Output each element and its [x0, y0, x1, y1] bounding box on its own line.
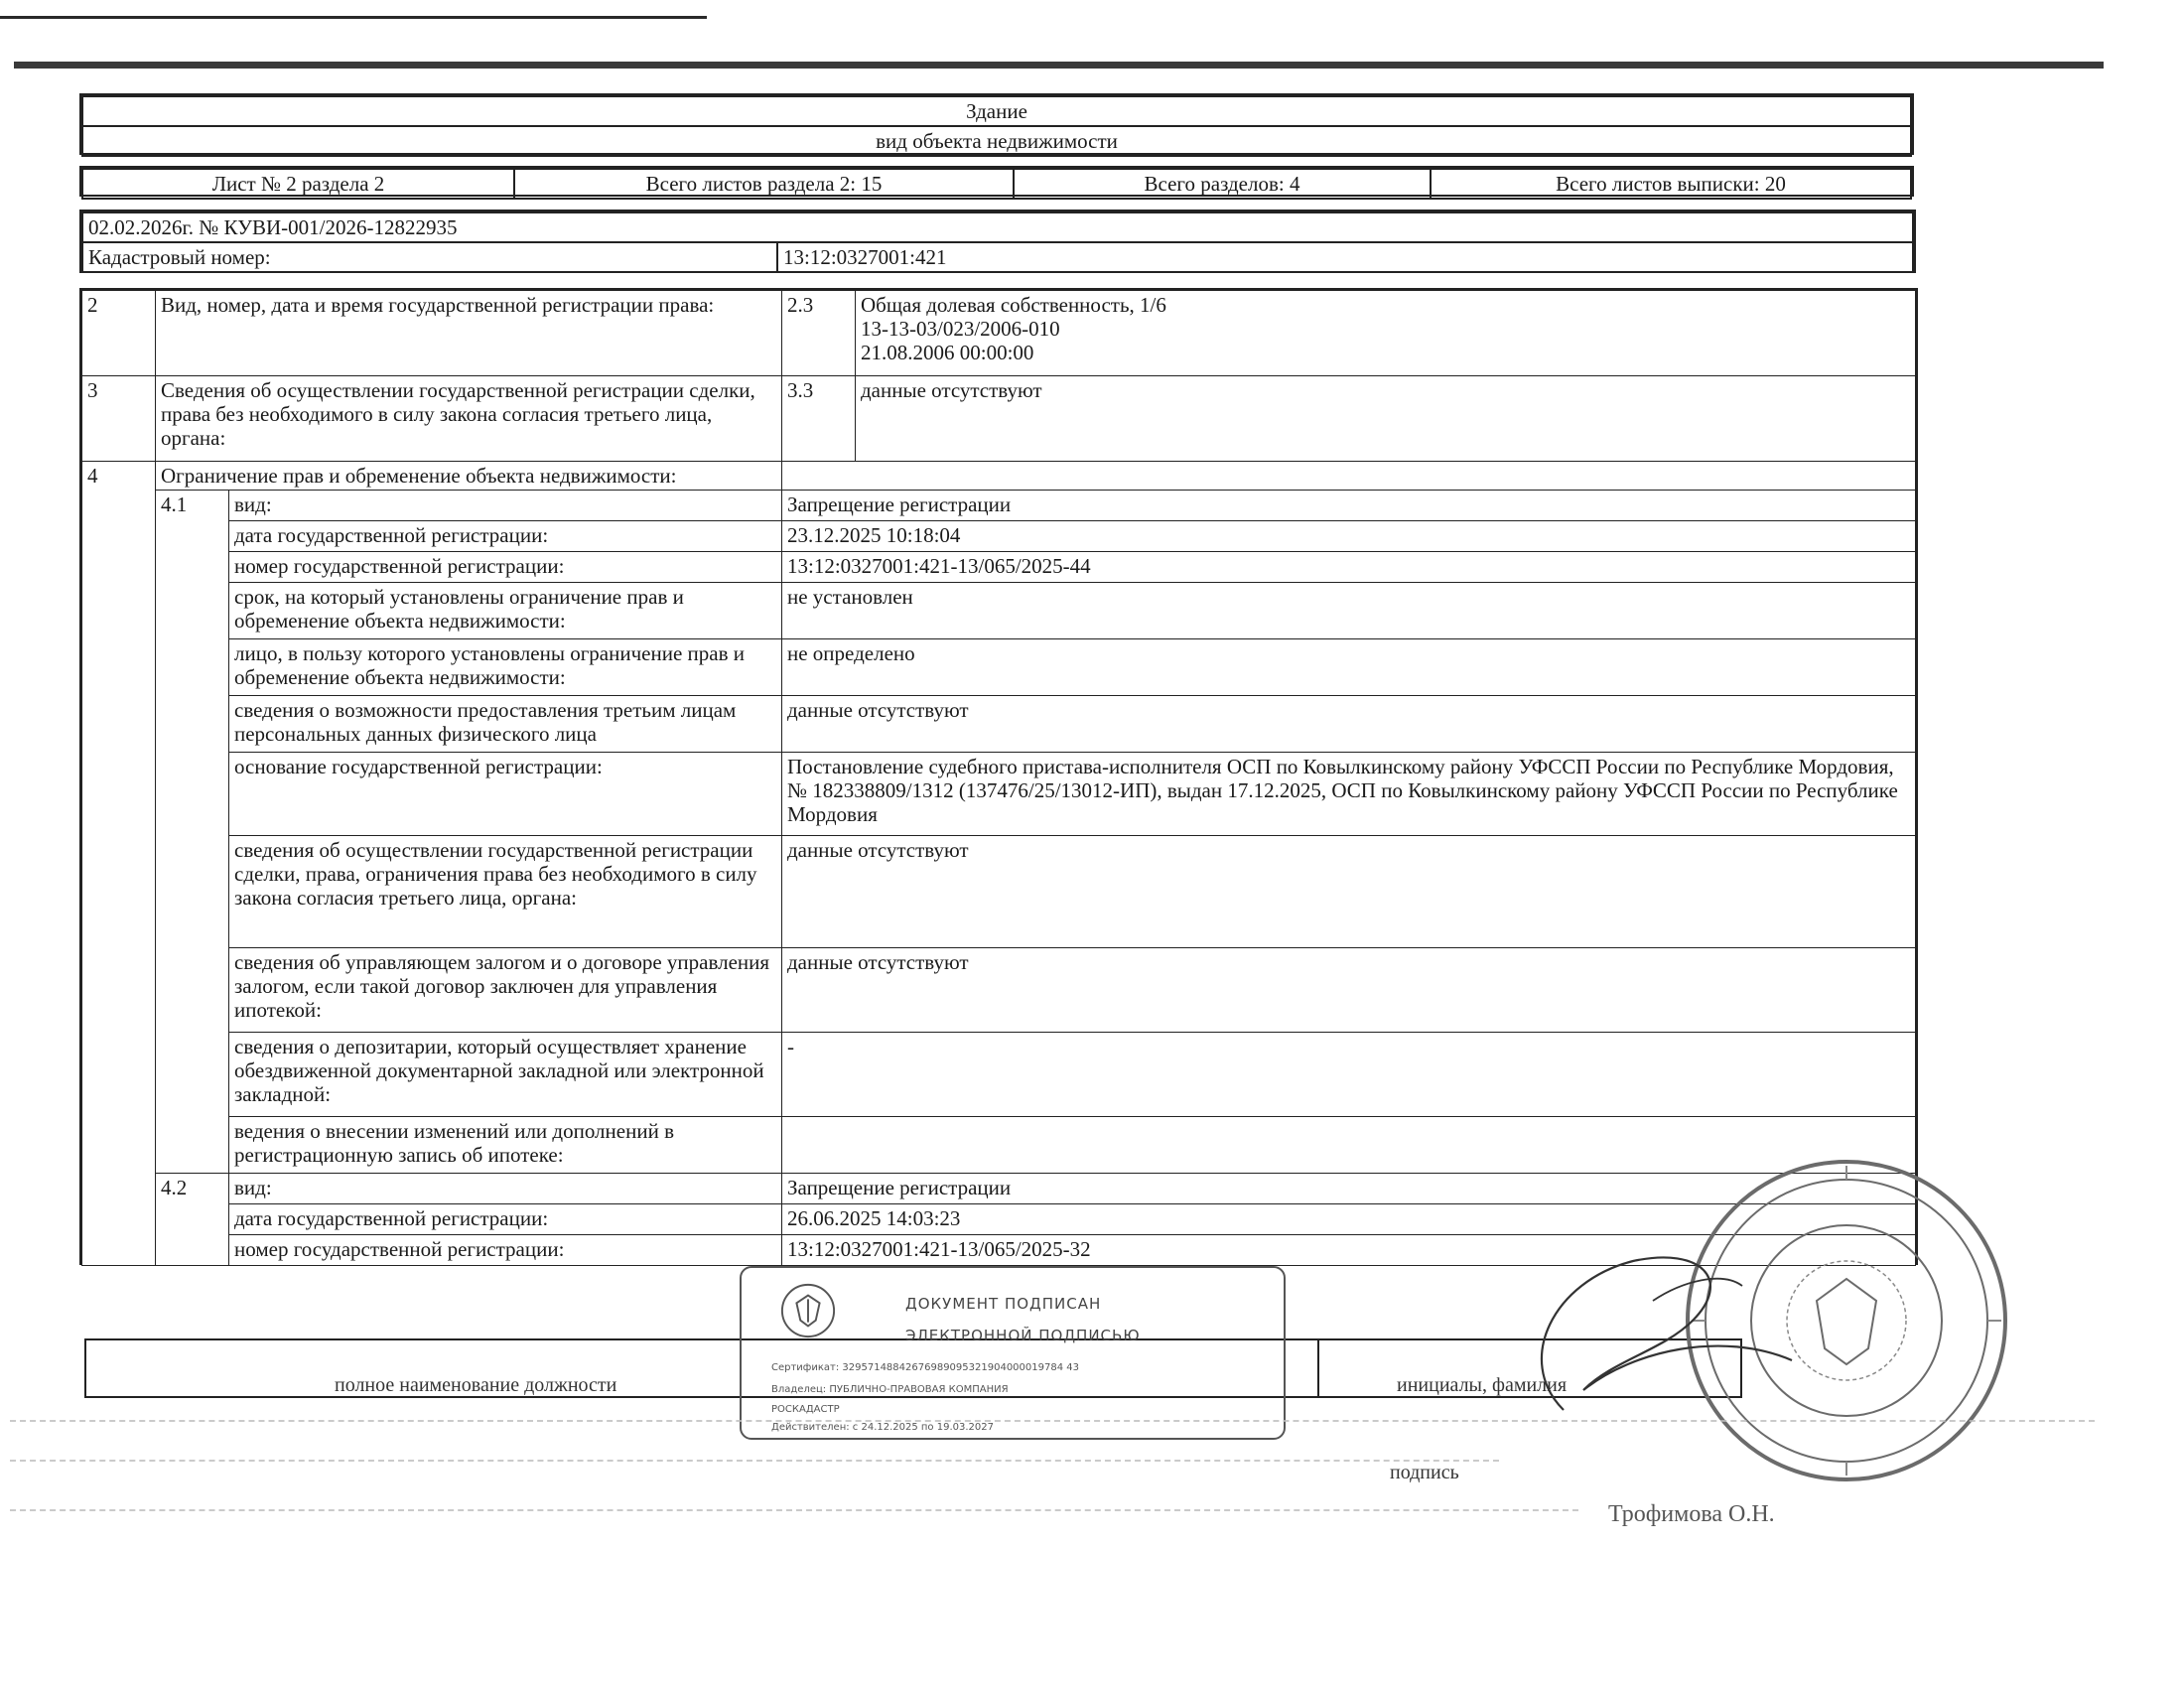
enc-42-label: дата государственной регистрации:	[229, 1204, 782, 1235]
scan-noise	[10, 1420, 2095, 1422]
enc-41-row	[82, 696, 1916, 753]
enc-42-label: номер государственной регистрации:	[229, 1235, 782, 1266]
signature-caption: подпись	[1390, 1462, 1459, 1483]
scan-noise	[10, 1509, 1578, 1511]
enc-41-label: сведения о депозитарии, который осуществляет хранение обездвиженной документарной закладной или электронной закладной:	[229, 1033, 782, 1117]
row-3-value: данные отсутствуют	[856, 376, 1916, 462]
row-right-registration	[82, 291, 1916, 376]
enc-41-value: данные отсутствуют	[782, 948, 1916, 1033]
total-sheets-extract: Всего листов выписки: 20	[1431, 169, 1911, 199]
enc-41-row	[82, 1033, 1916, 1117]
enc-41-row	[82, 948, 1916, 1033]
row-2-num: 2	[82, 291, 156, 376]
enc-41-label: ведения о внесении изменений или дополнений в регистрационную запись об ипотеке:	[229, 1117, 782, 1174]
extract-date-number: 02.02.2026г. № КУВИ-001/2026-12822935	[82, 212, 1913, 242]
enc-41-row	[82, 491, 1916, 521]
extract-id-box	[79, 210, 1916, 273]
stamp-title-2: ЭЛЕКТРОННОЙ ПОДПИСЬЮ	[905, 1327, 1141, 1344]
scan-noise	[10, 1460, 1499, 1462]
enc-42-row	[82, 1174, 1916, 1204]
enc-42-num: 4.2	[156, 1174, 229, 1266]
cadastral-number: 13:12:0327001:421	[777, 242, 1913, 272]
row-3-label: Сведения об осуществлении государственной регистрации сделки, права без необходимого в силу закона согласия третьего лица, органа:	[156, 376, 782, 462]
enc-41-label: номер государственной регистрации:	[229, 552, 782, 583]
row-2-value: Общая долевая собственность, 1/6 13-13-03/023/2006-010 21.08.2006 00:00:00	[856, 291, 1916, 376]
enc-41-value: не определено	[782, 639, 1916, 696]
row-3-num: 3	[82, 376, 156, 462]
enc-41-row	[82, 521, 1916, 552]
handwritten-signature	[1494, 1241, 1812, 1430]
position-caption: полное наименование должности	[335, 1374, 617, 1396]
emblem-icon	[779, 1282, 837, 1339]
enc-41-row	[82, 639, 1916, 696]
object-type-caption: вид объекта недвижимости	[82, 126, 1911, 156]
signature-divider	[1317, 1338, 1319, 1396]
enc-41-label: лицо, в пользу которого установлены ограничение прав и обременение объекта недвижимости:	[229, 639, 782, 696]
stamp-owner-2: РОСКАДАСТР	[771, 1404, 840, 1415]
enc-41-value: -	[782, 1033, 1916, 1117]
scan-band	[14, 62, 2104, 69]
sheet-number: Лист № 2 раздела 2	[82, 169, 514, 199]
rights-table	[79, 288, 1918, 1265]
scan-top-line	[0, 16, 707, 19]
enc-41-label: вид:	[229, 491, 782, 521]
sheets-info-box	[79, 166, 1914, 197]
enc-41-label: дата государственной регистрации:	[229, 521, 782, 552]
object-type: Здание	[82, 96, 1911, 126]
row-transaction-info	[82, 376, 1916, 462]
row-4-label: Ограничение прав и обременение объекта недвижимости:	[156, 462, 782, 491]
enc-41-row	[82, 1117, 1916, 1174]
row-encumbrance-header	[82, 462, 1916, 491]
enc-41-label: сведения о возможности предоставления третьим лицам персональных данных физического лица	[229, 696, 782, 753]
total-sections: Всего разделов: 4	[1014, 169, 1431, 199]
e-signature-stamp	[740, 1266, 1286, 1440]
enc-42-value: Запрещение регистрации	[782, 1174, 1916, 1204]
cadastral-label: Кадастровый номер:	[82, 242, 777, 272]
enc-42-label: вид:	[229, 1174, 782, 1204]
enc-42-row	[82, 1204, 1916, 1235]
enc-41-num: 4.1	[156, 491, 229, 1174]
row-2-sub: 2.3	[782, 291, 856, 376]
enc-41-label: срок, на который установлены ограничение прав и обременение объекта недвижимости:	[229, 583, 782, 639]
enc-41-label: сведения об управляющем залогом и о договоре управления залогом, если такой договор заключен для управления ипотекой:	[229, 948, 782, 1033]
enc-41-value: 13:12:0327001:421-13/065/2025-44	[782, 552, 1916, 583]
enc-41-row	[82, 836, 1916, 948]
enc-41-value: данные отсутствуют	[782, 696, 1916, 753]
row-3-sub: 3.3	[782, 376, 856, 462]
enc-42-value: 13:12:0327001:421-13/065/2025-32	[782, 1235, 1916, 1266]
enc-42-value: 26.06.2025 14:03:23	[782, 1204, 1916, 1235]
enc-41-row	[82, 583, 1916, 639]
row-4-value	[782, 462, 1916, 491]
row-2-label: Вид, номер, дата и время государственной регистрации права:	[156, 291, 782, 376]
enc-41-label: основание государственной регистрации:	[229, 753, 782, 836]
stamp-valid: Действителен: с 24.12.2025 по 19.03.2027	[771, 1422, 994, 1433]
object-type-box	[79, 93, 1914, 155]
enc-41-value: Постановление судебного пристава-исполнителя ОСП по Ковылкинскому району УФССП России по Республике Мордовия, № 182338809/1312 (137476/25/13012-ИП), выдан 17.12.2025, ОСП по Ковылкинскому району УФССП России по Республике Мордовия	[782, 753, 1916, 836]
enc-41-row	[82, 753, 1916, 836]
enc-41-value: 23.12.2025 10:18:04	[782, 521, 1916, 552]
stamp-owner: Владелец: ПУБЛИЧНО-ПРАВОВАЯ КОМПАНИЯ	[771, 1384, 1009, 1395]
stamp-certificate: Сертификат: 32957148842676989095321904000019784 43	[771, 1362, 1079, 1373]
signer-name: Трофимова О.Н.	[1608, 1501, 1775, 1527]
enc-41-value: Запрещение регистрации	[782, 491, 1916, 521]
initials-caption: инициалы, фамилия	[1397, 1374, 1568, 1396]
enc-41-value: данные отсутствуют	[782, 836, 1916, 948]
enc-41-row	[82, 552, 1916, 583]
total-sheets-section: Всего листов раздела 2: 15	[514, 169, 1014, 199]
enc-41-label: сведения об осуществлении государственной регистрации сделки, права, ограничения права без необходимого в силу закона согласия третьего лица, органа:	[229, 836, 782, 948]
stamp-title-1: ДОКУМЕНТ ПОДПИСАН	[905, 1295, 1102, 1313]
enc-41-value: не установлен	[782, 583, 1916, 639]
row-4-num: 4	[82, 462, 156, 1266]
